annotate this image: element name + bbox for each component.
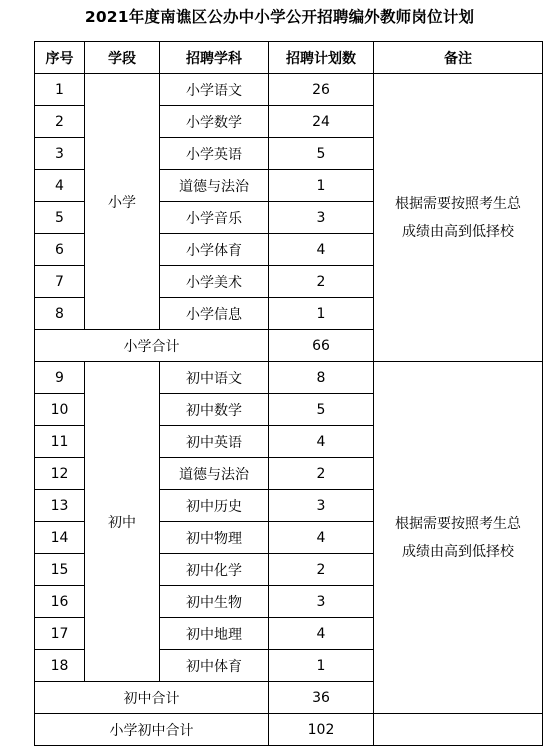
row-subject: 小学美术 bbox=[160, 266, 269, 298]
header-remark: 备注 bbox=[374, 42, 543, 74]
row-index: 15 bbox=[35, 554, 85, 586]
row-count: 26 bbox=[269, 74, 374, 106]
row-index: 17 bbox=[35, 618, 85, 650]
row-index: 7 bbox=[35, 266, 85, 298]
row-count: 2 bbox=[269, 554, 374, 586]
grand-total-value: 102 bbox=[269, 714, 374, 746]
row-count: 2 bbox=[269, 266, 374, 298]
remark-line: 根据需要按照考生总 bbox=[395, 195, 521, 212]
header-subject: 招聘学科 bbox=[160, 42, 269, 74]
row-index: 9 bbox=[35, 362, 85, 394]
row-subject: 初中物理 bbox=[160, 522, 269, 554]
row-count: 4 bbox=[269, 618, 374, 650]
row-subject: 初中化学 bbox=[160, 554, 269, 586]
row-index: 1 bbox=[35, 74, 85, 106]
row-index: 2 bbox=[35, 106, 85, 138]
row-index: 14 bbox=[35, 522, 85, 554]
row-index: 3 bbox=[35, 138, 85, 170]
table-row bbox=[35, 74, 543, 106]
stage-cell-primary: 小学 bbox=[85, 74, 160, 330]
row-count: 3 bbox=[269, 490, 374, 522]
row-subject: 小学体育 bbox=[160, 234, 269, 266]
row-count: 3 bbox=[269, 586, 374, 618]
row-subject: 小学音乐 bbox=[160, 202, 269, 234]
row-subject: 初中英语 bbox=[160, 426, 269, 458]
header-stage: 学段 bbox=[85, 42, 160, 74]
row-count: 4 bbox=[269, 426, 374, 458]
stage-cell-middle: 初中 bbox=[85, 362, 160, 682]
row-count: 1 bbox=[269, 298, 374, 330]
subtotal-label: 初中合计 bbox=[35, 682, 269, 714]
remark-cell-middle bbox=[374, 362, 543, 714]
row-subject: 道德与法治 bbox=[160, 170, 269, 202]
row-subject: 小学英语 bbox=[160, 138, 269, 170]
row-subject: 小学信息 bbox=[160, 298, 269, 330]
header-index: 序号 bbox=[35, 42, 85, 74]
row-index: 5 bbox=[35, 202, 85, 234]
subtotal-value: 36 bbox=[269, 682, 374, 714]
row-subject: 初中语文 bbox=[160, 362, 269, 394]
grand-total-label: 小学初中合计 bbox=[35, 714, 269, 746]
row-subject: 道德与法治 bbox=[160, 458, 269, 490]
row-count: 2 bbox=[269, 458, 374, 490]
row-count: 5 bbox=[269, 394, 374, 426]
row-subject: 小学语文 bbox=[160, 74, 269, 106]
row-count: 4 bbox=[269, 234, 374, 266]
row-subject: 初中历史 bbox=[160, 490, 269, 522]
remark-line: 成绩由高到低择校 bbox=[402, 223, 514, 240]
row-count: 3 bbox=[269, 202, 374, 234]
row-count: 1 bbox=[269, 650, 374, 682]
remark-line: 根据需要按照考生总 bbox=[395, 515, 521, 532]
row-count: 8 bbox=[269, 362, 374, 394]
row-index: 11 bbox=[35, 426, 85, 458]
row-subject: 初中生物 bbox=[160, 586, 269, 618]
recruitment-table bbox=[34, 41, 543, 746]
row-index: 4 bbox=[35, 170, 85, 202]
row-index: 13 bbox=[35, 490, 85, 522]
remark-cell-primary bbox=[374, 74, 543, 362]
row-index: 8 bbox=[35, 298, 85, 330]
row-subject: 初中体育 bbox=[160, 650, 269, 682]
document-title: 2021年度南谯区公办中小学公开招聘编外教师岗位计划 bbox=[84, 8, 475, 26]
row-count: 4 bbox=[269, 522, 374, 554]
row-subject: 初中数学 bbox=[160, 394, 269, 426]
row-count: 1 bbox=[269, 170, 374, 202]
row-index: 10 bbox=[35, 394, 85, 426]
table-row bbox=[35, 362, 543, 394]
grand-total-row bbox=[35, 714, 543, 746]
row-index: 18 bbox=[35, 650, 85, 682]
row-count: 24 bbox=[269, 106, 374, 138]
table-header-row bbox=[35, 42, 543, 74]
subtotal-value: 66 bbox=[269, 330, 374, 362]
row-subject: 初中地理 bbox=[160, 618, 269, 650]
row-index: 6 bbox=[35, 234, 85, 266]
row-index: 16 bbox=[35, 586, 85, 618]
row-subject: 小学数学 bbox=[160, 106, 269, 138]
grand-total-remark bbox=[374, 714, 543, 746]
subtotal-label: 小学合计 bbox=[35, 330, 269, 362]
row-count: 5 bbox=[269, 138, 374, 170]
header-count: 招聘计划数 bbox=[269, 42, 374, 74]
remark-line: 成绩由高到低择校 bbox=[402, 543, 514, 560]
row-index: 12 bbox=[35, 458, 85, 490]
